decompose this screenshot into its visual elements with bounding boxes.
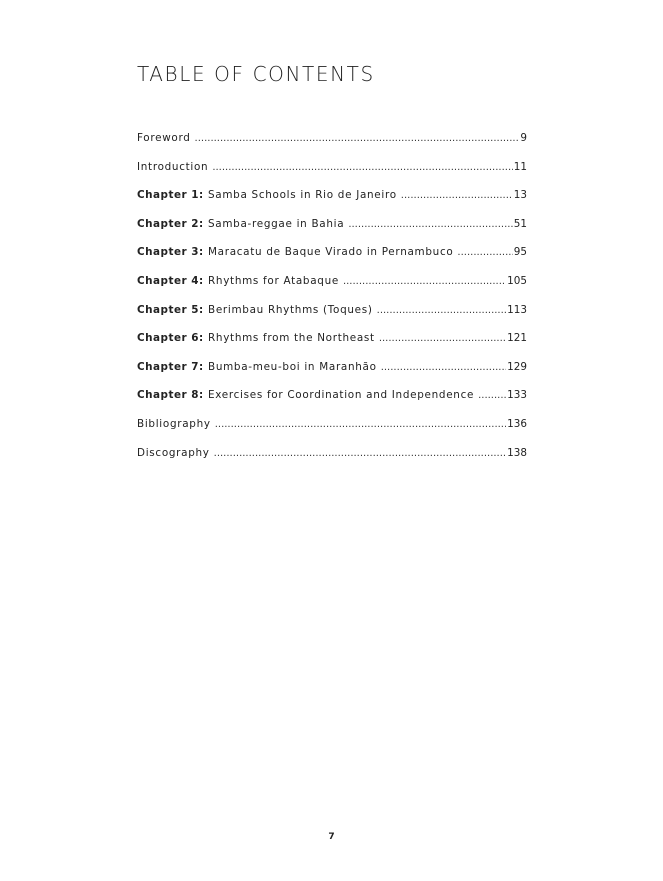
toc-entry-title: Exercises for Coordination and Independence: [208, 389, 475, 402]
dot-leader: [214, 448, 507, 459]
dot-leader: [401, 190, 513, 201]
toc-entry-page: 9: [520, 132, 527, 144]
footer-page-number: 7: [328, 832, 335, 842]
toc-entry-title: Samba-reggae in Bahia: [208, 217, 345, 230]
toc-entry-page: 51: [513, 217, 527, 230]
toc-entry-title: Discography: [137, 446, 210, 459]
toc-entry-title: Maracatu de Baque Virado in Pernambuco: [208, 246, 454, 259]
toc-entry-title: Introduction: [137, 160, 209, 173]
toc-entry-page: 105: [507, 274, 527, 287]
chapter-label: Chapter 1:: [137, 189, 204, 202]
toc-entry-page: 129: [507, 360, 527, 373]
toc-entry-page: 95: [513, 246, 527, 259]
toc-entry-title: Foreword: [137, 132, 191, 144]
toc-entry-title: Rhythms from the Northeast: [208, 332, 375, 345]
toc-entry-foreword: [137, 132, 527, 161]
dot-leader: [212, 162, 512, 173]
dot-leader: [381, 362, 506, 373]
toc-entry-chapter-8: [137, 389, 527, 418]
toc-entry-chapter-5: [137, 304, 527, 333]
toc-entry-bibliography: [137, 418, 527, 447]
toc-entry-page: 133: [507, 389, 527, 402]
chapter-label: Chapter 5:: [137, 303, 204, 316]
toc-entry-page: 136: [507, 417, 527, 430]
dot-leader: [457, 247, 512, 258]
toc-entry-chapter-2: [137, 218, 527, 247]
toc-entry-page: 13: [513, 189, 527, 202]
toc-entry-page: 138: [507, 446, 527, 459]
toc-entry-page: 11: [513, 160, 527, 173]
dot-leader: [215, 419, 506, 430]
toc-entry-page: 121: [507, 332, 527, 345]
chapter-label: Chapter 7:: [137, 360, 204, 373]
chapter-label: Chapter 2:: [137, 217, 204, 230]
dot-leader: [377, 305, 507, 316]
toc-entry-title: Berimbau Rhythms (Toques): [208, 303, 373, 316]
toc-entry-title: Rhythms for Atabaque: [208, 274, 339, 287]
dot-leader: [343, 276, 506, 287]
chapter-label: Chapter 6:: [137, 332, 204, 345]
toc-entry-page: 113: [507, 303, 527, 316]
toc-entry-chapter-4: [137, 275, 527, 304]
toc-entry-title: Samba Schools in Rio de Janeiro: [208, 189, 397, 202]
toc-entry-title: Bibliography: [137, 417, 211, 430]
toc-entry-introduction: [137, 161, 527, 190]
toc-entry-chapter-1: [137, 189, 527, 218]
dot-leader: [348, 219, 512, 230]
toc-entry-chapter-7: [137, 361, 527, 390]
toc-entry-discography: [137, 447, 527, 476]
chapter-label: Chapter 3:: [137, 246, 204, 259]
toc-entry-chapter-6: [137, 332, 527, 361]
dot-leader: [478, 390, 506, 401]
dot-leader: [379, 333, 506, 344]
dot-leader: [195, 133, 520, 144]
chapter-label: Chapter 4:: [137, 274, 204, 287]
chapter-label: Chapter 8:: [137, 389, 204, 402]
toc-entry-title: Bumba-meu-boi in Maranhão: [208, 360, 377, 373]
table-of-contents: [137, 132, 527, 475]
toc-entry-chapter-3: [137, 246, 527, 275]
page-title: TABLE OF CONTENTS: [137, 62, 375, 86]
